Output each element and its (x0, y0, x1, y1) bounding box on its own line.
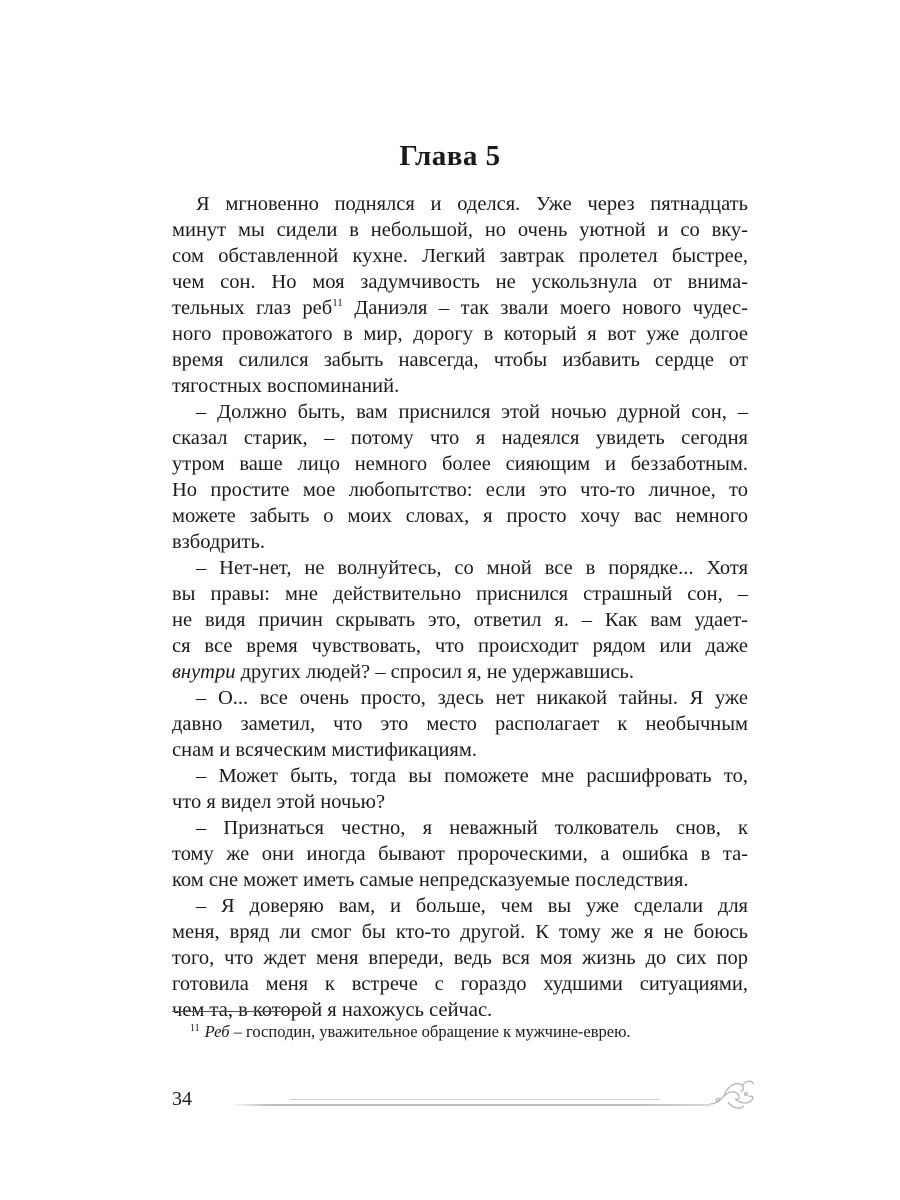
text-line: – Нет-нет, не волнуйтесь, со мной все в порядке... Хотя (196, 557, 748, 579)
body-text (172, 191, 748, 1023)
ornament-rule-inner (290, 1099, 660, 1100)
footnote-reference: 11 (332, 297, 343, 309)
text-line: того, что ждет меня впереди, ведь вся моя жизнь до сих пор (172, 947, 748, 969)
text-line: чем та, в которой я нахожусь сейчас. (172, 999, 493, 1021)
text-line (172, 295, 748, 321)
footnote-term: Реб (204, 1022, 230, 1041)
text-line: – Признаться честно, я неважный толкователь снов, к (196, 817, 748, 839)
text-line: – Я доверяю вам, и больше, чем вы уже сделали для (196, 895, 748, 917)
footnote-separator (172, 1011, 307, 1012)
text-line: меня, вряд ли смог бы кто-то другой. К тому же я не боюсь (172, 921, 748, 943)
text-line: сом обставленной кухне. Легкий завтрак пролетел быстрее, (172, 245, 748, 267)
text-line: взбодрить. (172, 531, 265, 553)
text-line: утром ваше лицо немного более сияющим и беззаботным. (172, 453, 748, 475)
text-line: не видя причин скрывать это, ответил я. – Как вам удает- (172, 609, 748, 631)
text-line: сказал старик, – потому что я надеялся увидеть сегодня (172, 427, 748, 449)
text-line: – Может быть, тогда вы поможете мне расшифровать то, (196, 765, 748, 787)
text-segment: тельных глаз реб (172, 297, 333, 319)
text-line: чем сон. Но моя задумчивость не ускользнула от внима- (172, 271, 748, 293)
text-line: – О... все очень просто, здесь нет никакой тайны. Я уже (196, 687, 748, 709)
text-line: Я мгновенно поднялся и оделся. Уже через пятнадцать (196, 193, 748, 215)
text-segment: Даниэля – так звали моего нового чудес- (342, 297, 748, 319)
text-line (172, 659, 748, 685)
text-line: тягостных воспоминаний. (172, 375, 400, 397)
text-line: ного провожатого в мир, дорогу в который я вот уже долгое (172, 323, 748, 345)
footnote (190, 1022, 750, 1042)
text-line: тому же они иногда бывают пророческими, а ошибка в та- (172, 843, 748, 865)
text-line: снам и всяческим мистификациям. (172, 739, 477, 761)
text-line: время силился забыть навсегда, чтобы избавить сердце от (172, 349, 748, 371)
text-line: что я видел этой ночью? (172, 791, 386, 813)
text-line: ся все время чувствовать, что происходит рядом или даже (172, 635, 748, 657)
page-number: 34 (172, 1088, 192, 1110)
text-line: минут мы сидели в небольшой, но очень уютной и со вку- (172, 219, 748, 241)
text-line: можете забыть о моих словах, я просто хочу вас немного (172, 505, 748, 527)
ornament-rule (230, 1104, 710, 1106)
text-segment: других людей? – спросил я, не удержавшись. (235, 661, 635, 683)
flourish-ornament-icon (706, 1074, 756, 1114)
text-line: давно заметил, что это место располагает к необычным (172, 713, 748, 735)
text-line: – Должно быть, вам приснился этой ночью дурной сон, – (196, 401, 748, 423)
chapter-title: Глава 5 (399, 140, 501, 172)
footnote-text: – господин, уважительное обращение к мужчине-еврею. (229, 1022, 631, 1041)
text-line: ком сне может иметь самые непредсказуемые последствия. (172, 869, 689, 891)
footnote-marker: 11 (190, 1023, 200, 1034)
text-line: вы правы: мне действительно приснился страшный сон, – (172, 583, 748, 605)
text-line: готовила меня к встрече с гораздо худшими ситуациями, (172, 973, 748, 995)
text-line: Но простите мое любопытство: если это что-то личное, то (172, 479, 748, 501)
italic-word: внутри (172, 661, 236, 683)
